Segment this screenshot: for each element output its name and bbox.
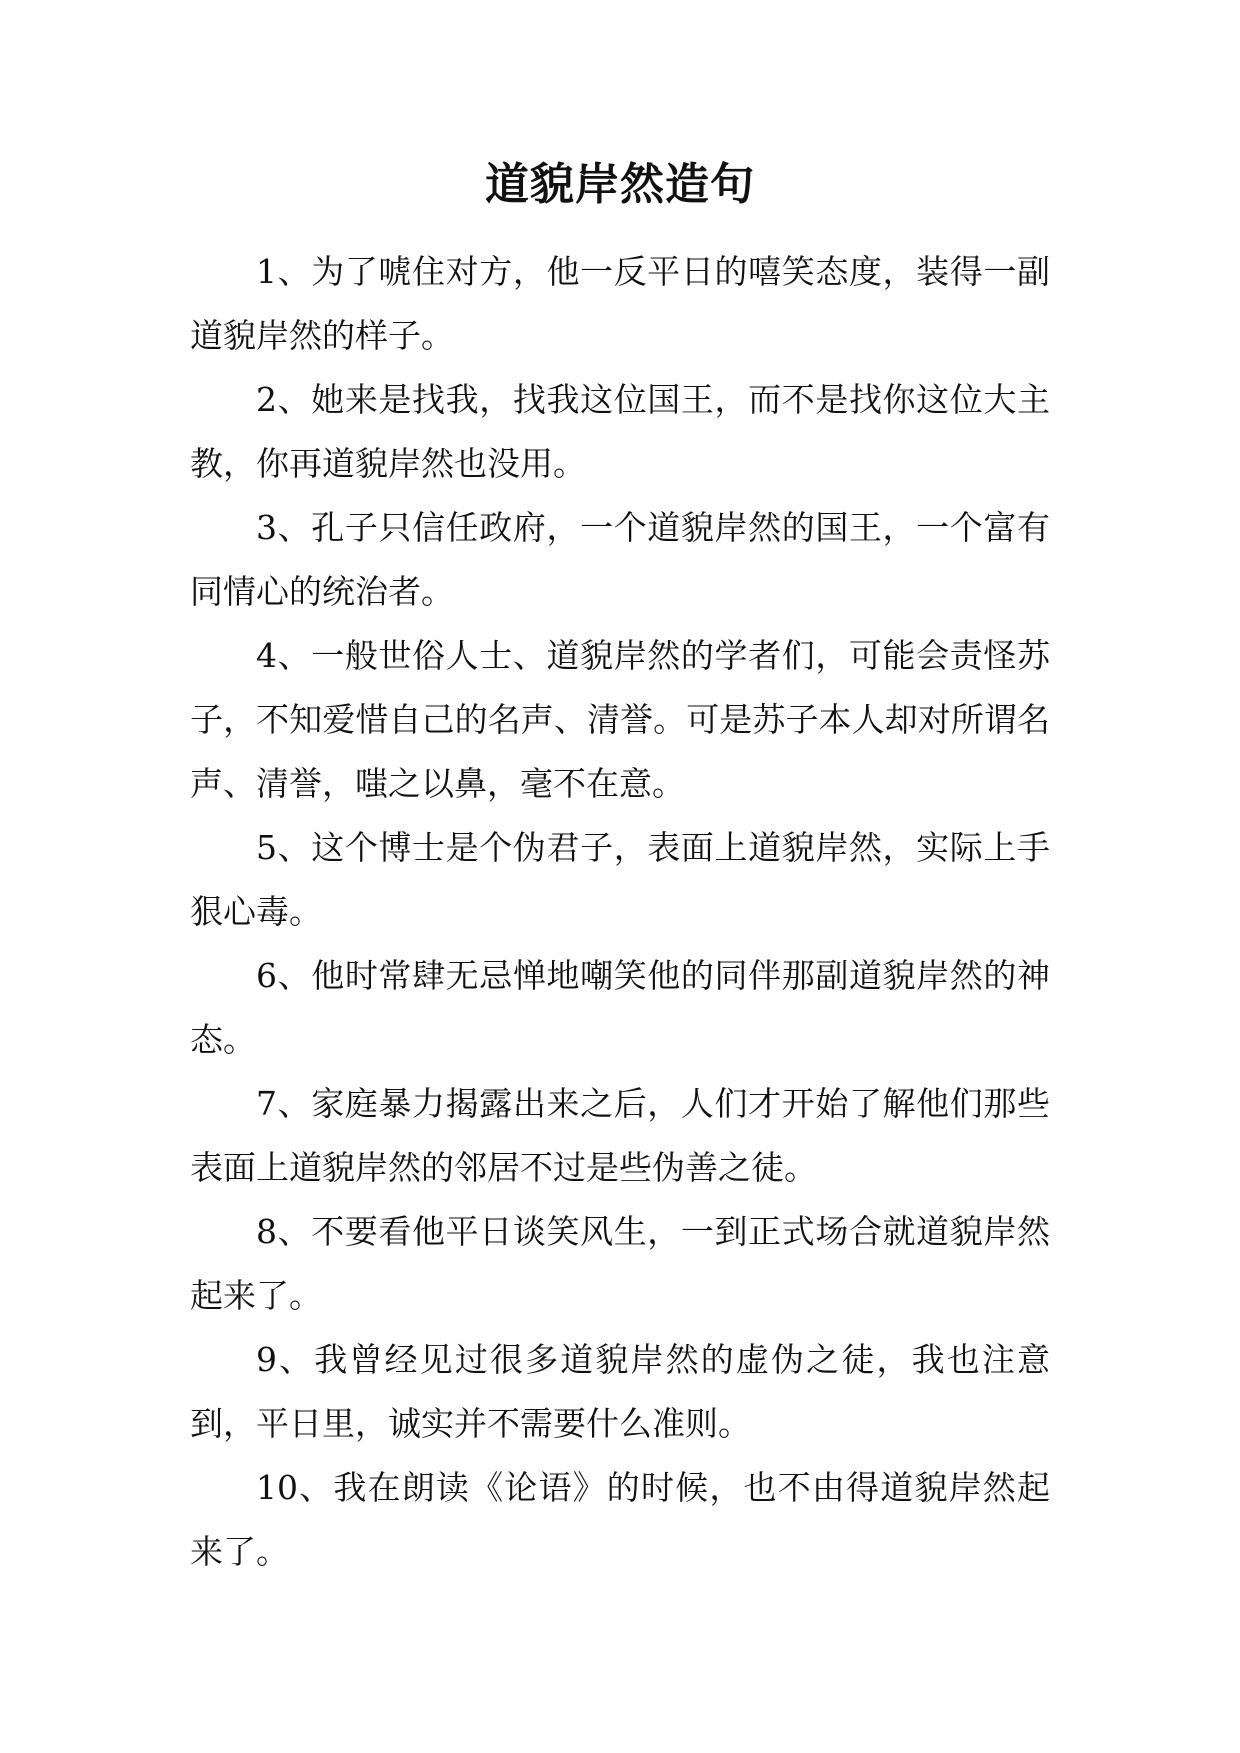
sentence-6: 6、他时常肆无忌惮地嘲笑他的同伴那副道貌岸然的神态。 [190,956,1050,1059]
sentence-9: 9、我曾经见过很多道貌岸然的虚伪之徒，我也注意到，平日里，诚实并不需要什么准则。 [190,1340,1050,1443]
sentence-7: 7、家庭暴力揭露出来之后，人们才开始了解他们那些表面上道貌岸然的邻居不过是些伪善之徒。 [190,1084,1050,1187]
sentence-10: 10、我在朗读《论语》的时候，也不由得道貌岸然起来了。 [190,1468,1050,1571]
sentence-2: 2、她来是找我，找我这位国王，而不是找你这位大主教，你再道貌岸然也没用。 [190,380,1050,483]
sentence-1: 1、为了唬住对方，他一反平日的嘻笑态度，装得一副道貌岸然的样子。 [190,252,1050,355]
document-body [190,240,1050,1584]
sentence-5: 5、这个博士是个伪君子，表面上道貌岸然，实际上手狠心毒。 [190,828,1050,931]
sentence-4: 4、一般世俗人士、道貌岸然的学者们，可能会责怪苏子，不知爱惜自己的名声、清誉。可是苏子本人却对所谓名声、清誉，嗤之以鼻，毫不在意。 [190,636,1050,803]
sentence-3: 3、孔子只信任政府，一个道貌岸然的国王，一个富有同情心的统治者。 [190,508,1050,611]
page-title: 道貌岸然造句 [485,159,755,210]
sentence-8: 8、不要看他平日谈笑风生，一到正式场合就道貌岸然起来了。 [190,1212,1050,1315]
